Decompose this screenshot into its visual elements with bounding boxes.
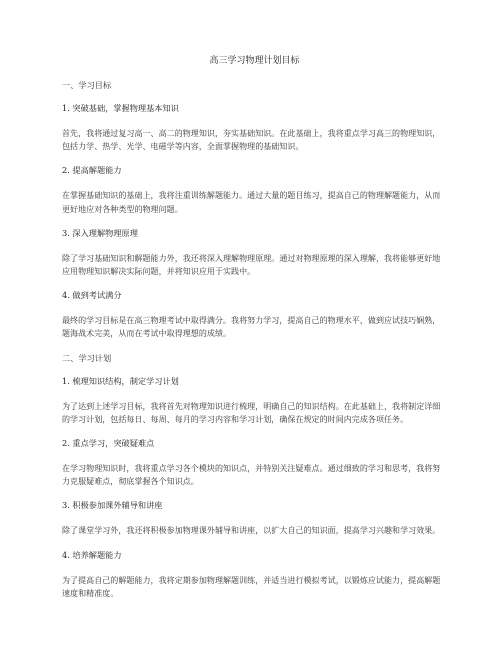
- item-heading: 1. 梳理知识结构，制定学习计划: [62, 375, 179, 386]
- item-heading: 3. 积极参加课外辅导和讲座: [62, 500, 163, 511]
- item-heading: 4. 培养解题能力: [62, 549, 122, 560]
- document-title: 高三学习物理计划目标: [209, 56, 300, 66]
- paragraph: 在掌握基础知识的基础上，我将注重训练解题能力。通过大量的题目练习，提高自己的物理解题能力，从而更好地应对各种类型的物理问题。: [62, 191, 441, 214]
- item-heading: 2. 提高解题能力: [62, 165, 122, 176]
- section-heading: 一、学习目标: [62, 80, 112, 90]
- item-heading: 4. 做到考试满分: [62, 290, 122, 301]
- paragraph: 首先，我将通过复习高一、高二的物理知识，夯实基础知识。在此基础上，我将重点学习高三的物理知识，包括力学、热学、光学、电磁学等内容，全面掌握物理的基础知识。: [62, 129, 441, 152]
- paragraph: 在学习物理知识时，我将重点学习各个模块的知识点，并特别关注疑难点。通过细致的学习和思考，我将努力克服疑难点，彻底掌握各个知识点。: [62, 464, 441, 487]
- paragraph: 最终的学习目标是在高三物理考试中取得满分。我将努力学习，提高自己的物理水平，做到应试技巧娴熟，题海战术完美，从而在考试中取得理想的成绩。: [62, 316, 441, 339]
- paragraph: 为了提高自己的解题能力，我将定期参加物理解题训练，并适当进行模拟考试，以锻炼应试能力，提高解题速度和精准度。: [62, 575, 441, 598]
- document-page: [62, 55, 447, 612]
- section-goals: [62, 80, 447, 341]
- paragraph: 为了达到上述学习目标，我将首先对物理知识进行梳理，明确自己的知识结构。在此基础上，我将制定详细的学习计划，包括每日、每周、每月的学习内容和学习计划，确保在规定的时间内完成各项任务。: [62, 401, 441, 424]
- paragraph: 除了课堂学习外，我还将积极参加物理课外辅导和讲座，以扩大自己的知识面，提高学习兴趣和学习效果。: [62, 526, 441, 536]
- item-heading: 3. 深入理解物理原理: [62, 227, 138, 238]
- paragraph: 除了学习基础知识和解题能力外，我还将深入理解物理原理。通过对物理原理的深入理解，我将能够更好地应用物理知识解决实际问题，并将知识应用于实践中。: [62, 253, 441, 277]
- section-heading: 二、学习计划: [62, 352, 112, 363]
- item-heading: 2. 重点学习，突破疑难点: [62, 438, 155, 449]
- section-plan: [62, 353, 447, 600]
- item-heading: 1. 突破基础，掌握物理基本知识: [62, 103, 179, 113]
